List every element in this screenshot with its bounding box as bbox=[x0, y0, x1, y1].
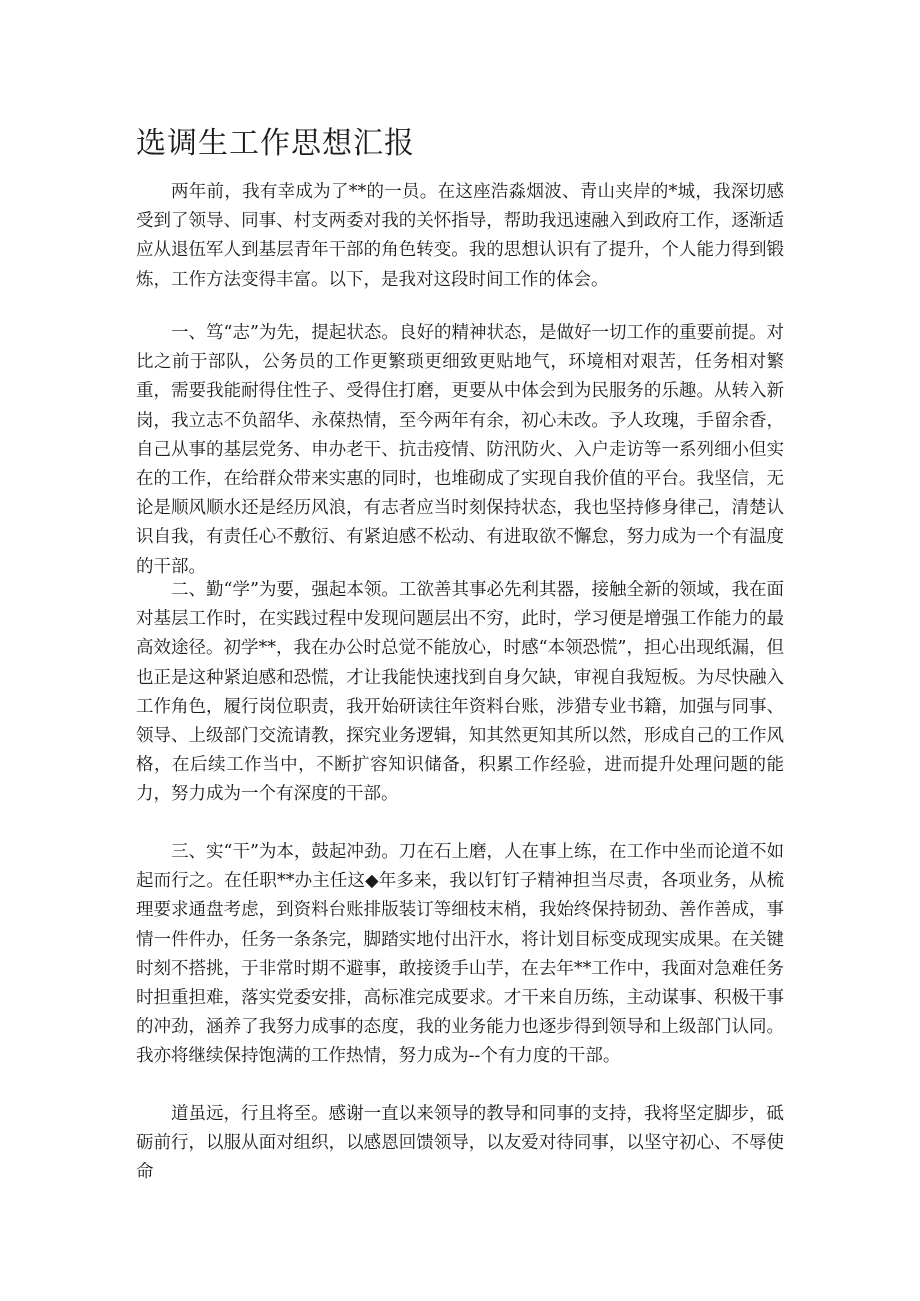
paragraph-closing: 道虽远，行且将至。感谢一直以来领导的教导和同事的支持，我将坚定脚步，砥砺前行，以服从面对组织，以感恩回馈领导，以友爱对待同事，以坚守初心、不辱使命 bbox=[136, 1104, 784, 1183]
paragraph-section-3: 三、实“干”为本，鼓起冲劲。刀在石上磨，人在事上练，在工作中坐而论道不如起而行之。在任职**办主任这◆年多来，我以钉钉子精神担当尽责，各项业务，从梳理要求通盘考虑，到资料台账排版装订等细枝末梢，我始终保持韧劲、善作善成，事情一件件办，任务一条条完，脚踏实地付出汗水，将计划目标变成现实成果。在关键时刻不搭挑，于非常时期不避事，敢接烫手山芋，在去年**工作中，我面对急难任务时担重担难，落实党委安排，高标准完成要求。才干来自历练，主动谋事、积极干事的冲劲，涵养了我努力成事的态度，我的业务能力也逐步得到领导和上级部门认同。我亦将继续保持饱满的工作热情，努力成为--个有力度的干部。 bbox=[136, 842, 784, 1067]
paragraph-section-2: 二、勤“学”为要，强起本领。工欲善其事必先利其器，接触全新的领域，我在面对基层工作时，在实践过程中发现问题层出不穷，此时，学习便是增强工作能力的最高效途径。初学**，我在办公时总觉不能放心，时感“本领恐慌”，担心出现纸漏，但也正是这种紧迫感和恐慌，才让我能快速找到自身欠缺，审视自我短板。为尽快融入工作角色，履行岗位职责，我开始研读往年资料台账，涉猎专业书籍，加强与同事、领导、上级部门交流请教，探究业务逻辑，知其然更知其所以然，形成自己的工作风格，在后续工作当中，不断扩容知识储备，积累工作经验，进而提升处理问题的能力，努力成为一个有深度的干部。 bbox=[136, 580, 784, 805]
paragraph-section-1: 一、笃“志”为先，提起状态。良好的精神状态，是做好一切工作的重要前提。对比之前于部队，公务员的工作更繁琐更细致更贴地气，环境相对艰苦，任务相对繁重，需要我能耐得住性子、受得住打磨，更要从中体会到为民服务的乐趣。从转入新岗，我立志不负韶华、永葆热情，至今两年有余，初心未改。予人玫瑰，手留余香，自己从事的基层党务、申办老干、抗击疫情、防汛防火、入户走访等一系列细小但实在的工作，在给群众带来实惠的同时，也堆砌成了实现自我价值的平台。我坚信，无论是顺风顺水还是经历风浪，有志者应当时刻保持状态，我也坚持修身律己，清楚认识自我，有责任心不敷衍、有紧迫感不松动、有进取欲不懈怠，努力成为一个有温度的干部。 bbox=[136, 323, 784, 577]
document-title: 选调生工作思想汇报 bbox=[136, 126, 415, 161]
paragraph-intro: 两年前，我有幸成为了**的一员。在这座浩淼烟波、青山夹岸的*城，我深切感受到了领导、同事、村支两委对我的关怀指导，帮助我迅速融入到政府工作，逐渐适应从退伍军人到基层青年干部的角色转变。我的思想认识有了提升，个人能力得到锻炼，工作方法变得丰富。以下，是我对这段时间工作的体会。 bbox=[136, 182, 784, 290]
